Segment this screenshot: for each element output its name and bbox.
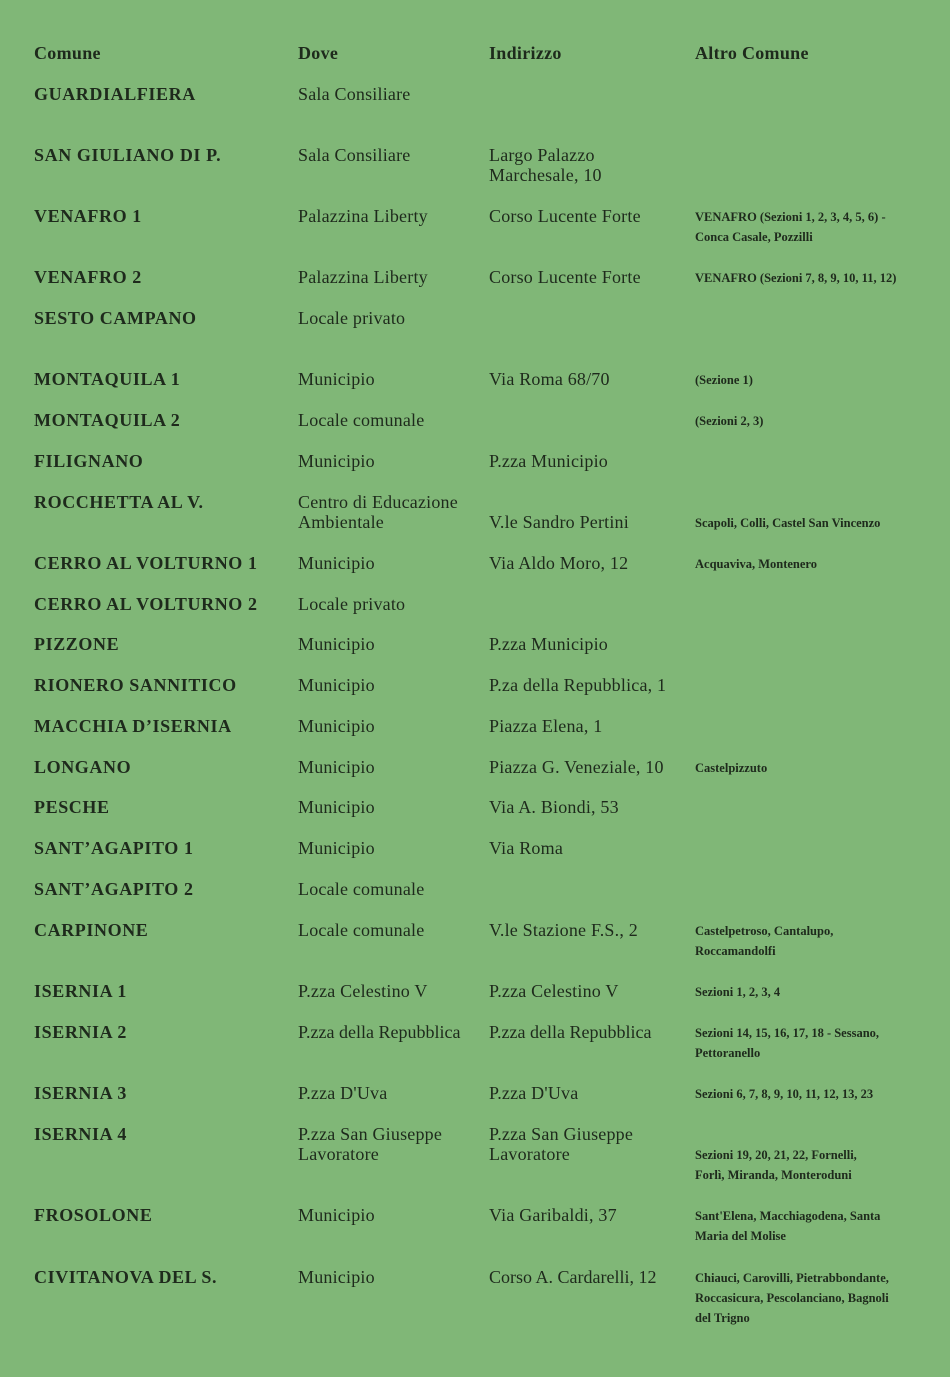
row-dove: Municipio [298, 369, 375, 389]
row-indirizzo: Corso Lucente Forte [489, 206, 641, 226]
row-indirizzo: Via A. Biondi, 53 [489, 797, 619, 817]
row-comune: MONTAQUILA 1 [34, 369, 181, 389]
row-altro-comune: Castelpetroso, Cantalupo, Roccamandolfi [695, 924, 834, 958]
row-dove: Locale privato [298, 594, 406, 614]
row-dove: Municipio [298, 1205, 375, 1225]
row-dove: Locale comunale [298, 879, 425, 899]
row-dove: Palazzina Liberty [298, 267, 428, 287]
row-altro-comune: Sezioni 6, 7, 8, 9, 10, 11, 12, 13, 23 [695, 1087, 874, 1101]
row-dove: P.zza San Giuseppe Lavoratore [298, 1124, 443, 1164]
row-comune: CERRO AL VOLTURNO 2 [34, 594, 258, 614]
row-comune: SANT’AGAPITO 1 [34, 838, 194, 858]
header-indirizzo: Indirizzo [489, 43, 562, 63]
row-dove: Municipio [298, 716, 375, 736]
row-dove: Municipio [298, 797, 375, 817]
row-indirizzo: P.zza D'Uva [489, 1083, 579, 1103]
row-altro-comune: Sant'Elena, Macchiagodena, Santa Maria del Molise [695, 1209, 881, 1243]
row-comune: SAN GIULIANO DI P. [34, 145, 222, 165]
row-comune: VENAFRO 2 [34, 267, 142, 287]
row-dove: P.zza Celestino V [298, 981, 428, 1001]
row-dove: Municipio [298, 838, 375, 858]
row-dove: Sala Consiliare [298, 145, 411, 165]
row-indirizzo: Corso A. Cardarelli, 12 [489, 1267, 657, 1287]
row-dove: Municipio [298, 634, 375, 654]
row-indirizzo: P.zza Municipio [489, 451, 608, 471]
row-comune: CERRO AL VOLTURNO 1 [34, 553, 258, 573]
header-dove: Dove [298, 43, 339, 63]
row-indirizzo: Via Roma 68/70 [489, 369, 610, 389]
row-comune: SANT’AGAPITO 2 [34, 879, 194, 899]
row-comune: PESCHE [34, 797, 110, 817]
row-altro-comune: Sezioni 19, 20, 21, 22, Fornelli, Forlì, Miranda, Monteroduni [695, 1148, 857, 1182]
row-indirizzo: Via Aldo Moro, 12 [489, 553, 629, 573]
row-comune: ISERNIA 1 [34, 981, 127, 1001]
row-indirizzo: Piazza G. Veneziale, 10 [489, 757, 664, 777]
row-comune: MACCHIA D’ISERNIA [34, 716, 232, 736]
row-indirizzo: V.le Stazione F.S., 2 [489, 920, 638, 940]
row-dove: Municipio [298, 757, 375, 777]
row-indirizzo: P.zza Celestino V [489, 981, 619, 1001]
row-indirizzo: Piazza Elena, 1 [489, 716, 603, 736]
row-altro-comune: (Sezioni 2, 3) [695, 414, 764, 428]
row-comune: MONTAQUILA 2 [34, 410, 181, 430]
row-altro-comune: Scapoli, Colli, Castel San Vincenzo [695, 516, 881, 530]
header-comune: Comune [34, 43, 101, 63]
row-comune: PIZZONE [34, 634, 120, 654]
row-dove: Locale privato [298, 308, 406, 328]
row-comune: ISERNIA 3 [34, 1083, 127, 1103]
row-altro-comune: VENAFRO (Sezioni 1, 2, 3, 4, 5, 6) - Conca Casale, Pozzilli [695, 210, 886, 244]
row-indirizzo: Via Garibaldi, 37 [489, 1205, 617, 1225]
row-comune: ROCCHETTA AL V. [34, 492, 204, 512]
row-dove: P.zza D'Uva [298, 1083, 388, 1103]
row-dove: Palazzina Liberty [298, 206, 428, 226]
row-dove: Centro di Educazione Ambientale [298, 492, 458, 532]
row-indirizzo: Largo Palazzo Marchesale, 10 [489, 145, 602, 185]
row-comune: SESTO CAMPANO [34, 308, 197, 328]
row-comune: CIVITANOVA DEL S. [34, 1267, 218, 1287]
row-indirizzo: P.zza San Giuseppe Lavoratore [489, 1124, 634, 1164]
row-comune: FILIGNANO [34, 451, 144, 471]
row-dove: P.zza della Repubblica [298, 1022, 461, 1042]
row-indirizzo: Via Roma [489, 838, 564, 858]
row-dove: Sala Consiliare [298, 84, 411, 104]
row-comune: CARPINONE [34, 920, 149, 940]
row-comune: VENAFRO 1 [34, 206, 142, 226]
row-altro-comune: (Sezione 1) [695, 373, 753, 387]
row-comune: RIONERO SANNITICO [34, 675, 237, 695]
row-comune: ISERNIA 2 [34, 1022, 127, 1042]
row-comune: GUARDIALFIERA [34, 84, 196, 104]
row-dove: Municipio [298, 675, 375, 695]
row-comune: ISERNIA 4 [34, 1124, 127, 1144]
row-altro-comune: Castelpizzuto [695, 761, 768, 775]
row-dove: Locale comunale [298, 410, 425, 430]
row-indirizzo: Corso Lucente Forte [489, 267, 641, 287]
header-altro-comune: Altro Comune [695, 43, 809, 63]
row-dove: Municipio [298, 553, 375, 573]
row-indirizzo: P.zza Municipio [489, 634, 608, 654]
row-dove: Municipio [298, 451, 375, 471]
row-altro-comune: Acquaviva, Montenero [695, 557, 817, 571]
row-comune: LONGANO [34, 757, 132, 777]
row-indirizzo: P.zza della Repubblica [489, 1022, 652, 1042]
row-altro-comune: Chiauci, Carovilli, Pietrabbondante, Roccasicura, Pescolanciano, Bagnoli del Trigno [695, 1271, 889, 1325]
row-dove: Locale comunale [298, 920, 425, 940]
row-indirizzo: V.le Sandro Pertini [489, 512, 629, 532]
row-comune: FROSOLONE [34, 1205, 153, 1225]
row-altro-comune: Sezioni 14, 15, 16, 17, 18 - Sessano, Pettoranello [695, 1026, 880, 1060]
row-altro-comune: Sezioni 1, 2, 3, 4 [695, 985, 781, 999]
row-dove: Municipio [298, 1267, 375, 1287]
row-altro-comune: VENAFRO (Sezioni 7, 8, 9, 10, 11, 12) [695, 271, 897, 285]
row-indirizzo: P.za della Repubblica, 1 [489, 675, 667, 695]
